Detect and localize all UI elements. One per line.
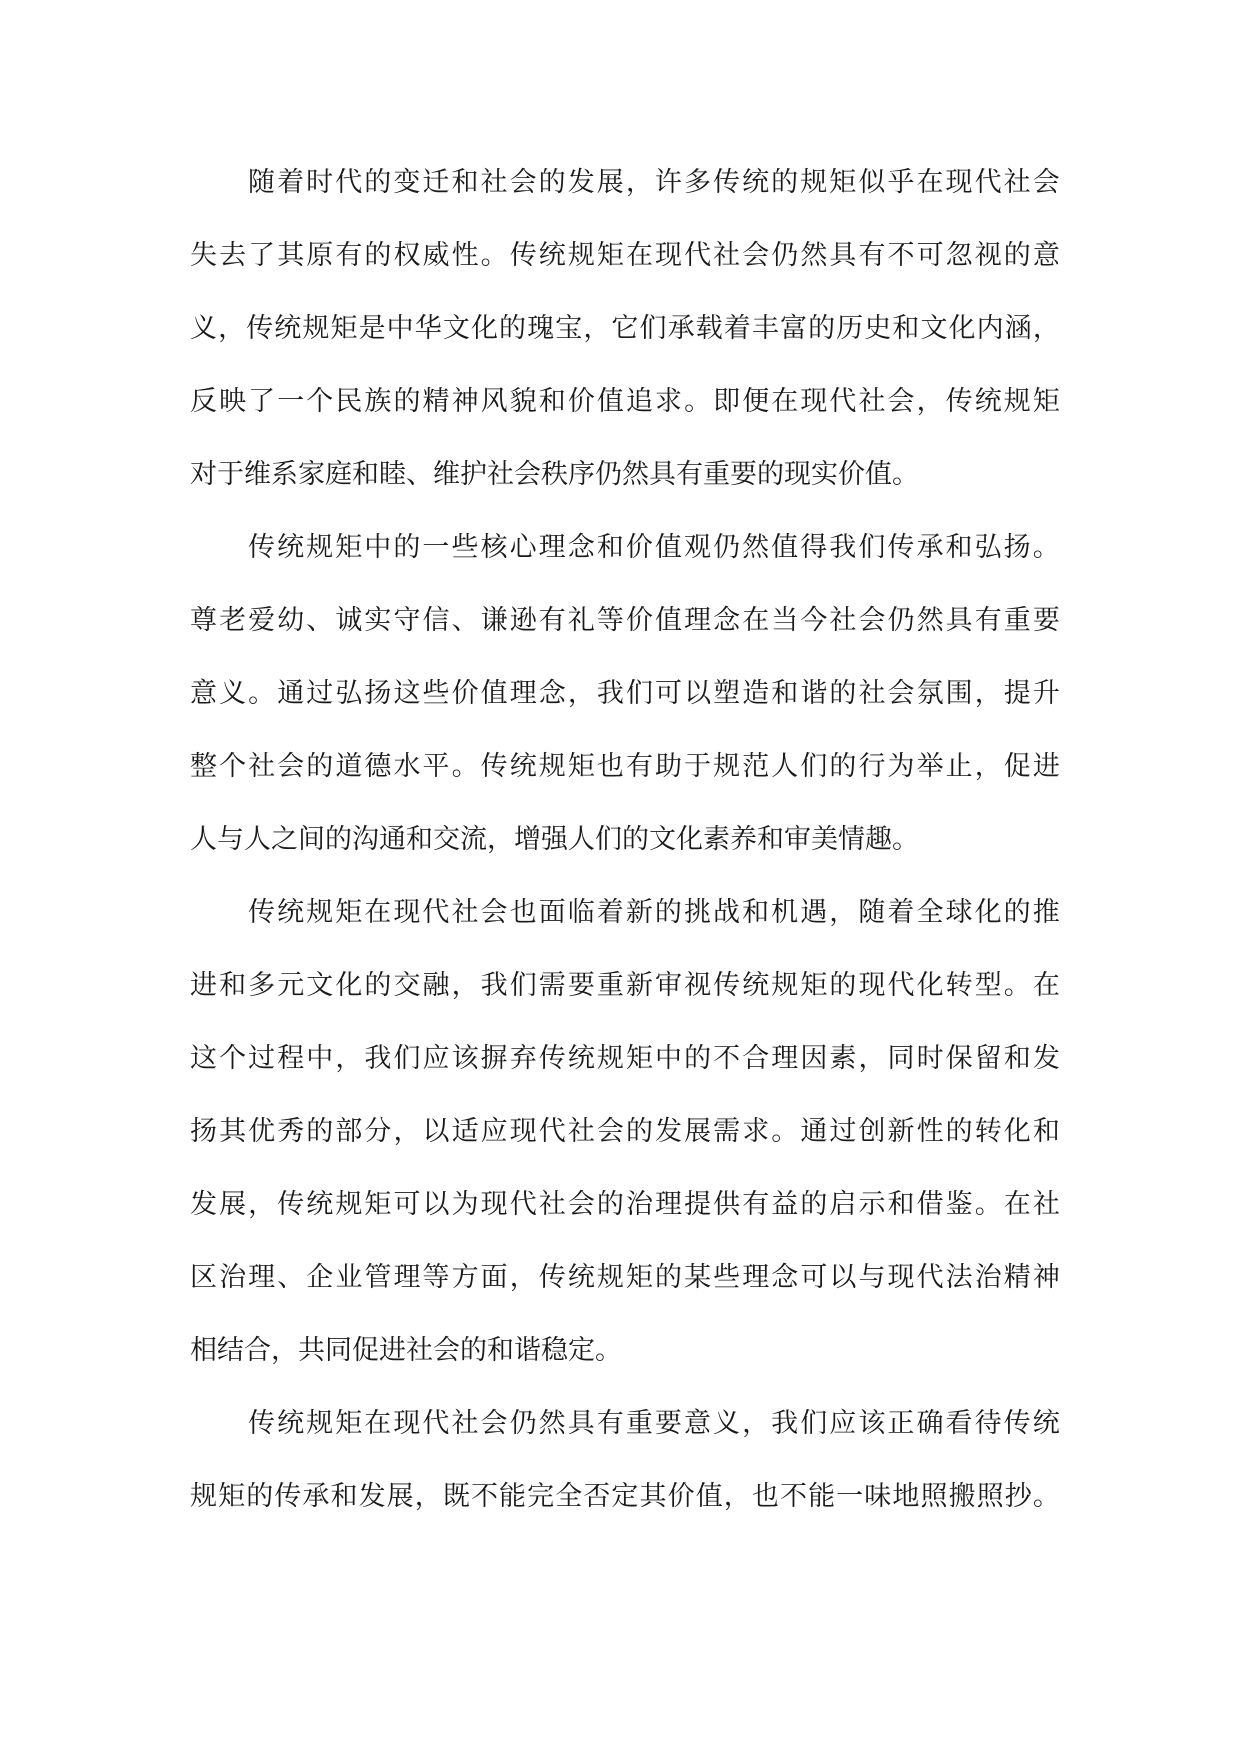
text-line: 义 ， 传 统 规 矩 是 中 华 文 化 的 瑰 宝 ， 它 们 承 载 着 丰 富 的 历 史 和 文 化 内 涵 ， [190,313,1060,344]
document-body [190,146,1060,1533]
text-line: 对于维系家庭和睦、维护社会秩序仍然具有重要的现实价值。 [190,459,919,490]
text-line: 意 义 。 通 过 弘 扬 这 些 价 值 理 念 ， 我 们 可 以 塑 造 和 谐 的 社 会 氛 围 ， 提 升 [190,678,1060,709]
paragraph-1 [190,146,1060,511]
text-line: 区 治 理 、 企 业 管 理 等 方 面 ， 传 统 规 矩 的 某 些 理 念 可 以 与 现 代 法 治 精 神 [190,1262,1060,1293]
text-line: 传 统 规 矩 在 现 代 社 会 仍 然 具 有 重 要 意 义 ， 我 们 应 该 正 确 看 待 传 统 [248,1408,1060,1439]
text-line: 尊 老 爱 幼 、 诚 实 守 信 、 谦 逊 有 礼 等 价 值 理 念 在 当 今 社 会 仍 然 具 有 重 要 [190,605,1060,636]
text-line: 规 矩 的 传 承 和 发 展 ， 既 不 能 完 全 否 定 其 价 值 ， 也 不 能 一 味 地 照 搬 照 抄 。 [190,1481,1060,1512]
text-line: 传 统 规 矩 中 的 一 些 核 心 理 念 和 价 值 观 仍 然 值 得 我 们 传 承 和 弘 扬 。 [248,532,1060,563]
paragraph-4 [190,1387,1060,1533]
paragraph-2 [190,511,1060,876]
text-line: 传 统 规 矩 在 现 代 社 会 也 面 临 着 新 的 挑 战 和 机 遇 ， 随 着 全 球 化 的 推 [248,897,1060,928]
text-line: 扬 其 优 秀 的 部 分 ， 以 适 应 现 代 社 会 的 发 展 需 求 。 通 过 创 新 性 的 转 化 和 [190,1116,1060,1147]
text-line: 发 展 ， 传 统 规 矩 可 以 为 现 代 社 会 的 治 理 提 供 有 益 的 启 示 和 借 鉴 。 在 社 [190,1189,1060,1220]
text-line: 整 个 社 会 的 道 德 水 平 。 传 统 规 矩 也 有 助 于 规 范 人 们 的 行 为 举 止 ， 促 进 [190,751,1060,782]
text-line: 失 去 了 其 原 有 的 权 威 性 。 传 统 规 矩 在 现 代 社 会 仍 然 具 有 不 可 忽 视 的 意 [190,240,1060,271]
text-line: 进 和 多 元 文 化 的 交 融 ， 我 们 需 要 重 新 审 视 传 统 规 矩 的 现 代 化 转 型 。 在 [190,970,1060,1001]
text-line: 这 个 过 程 中 ， 我 们 应 该 摒 弃 传 统 规 矩 中 的 不 合 理 因 素 ， 同 时 保 留 和 发 [190,1043,1060,1074]
text-line: 随 着 时 代 的 变 迁 和 社 会 的 发 展 ， 许 多 传 统 的 规 矩 似 乎 在 现 代 社 会 [248,167,1060,198]
text-line: 人与人之间的沟通和交流，增强人们的文化素养和审美情趣。 [190,824,919,855]
paragraph-3 [190,876,1060,1387]
text-line: 相结合，共同促进社会的和谐稳定。 [190,1335,622,1366]
text-line: 反 映 了 一 个 民 族 的 精 神 风 貌 和 价 值 追 求 。 即 便 在 现 代 社 会 ， 传 统 规 矩 [190,386,1060,417]
